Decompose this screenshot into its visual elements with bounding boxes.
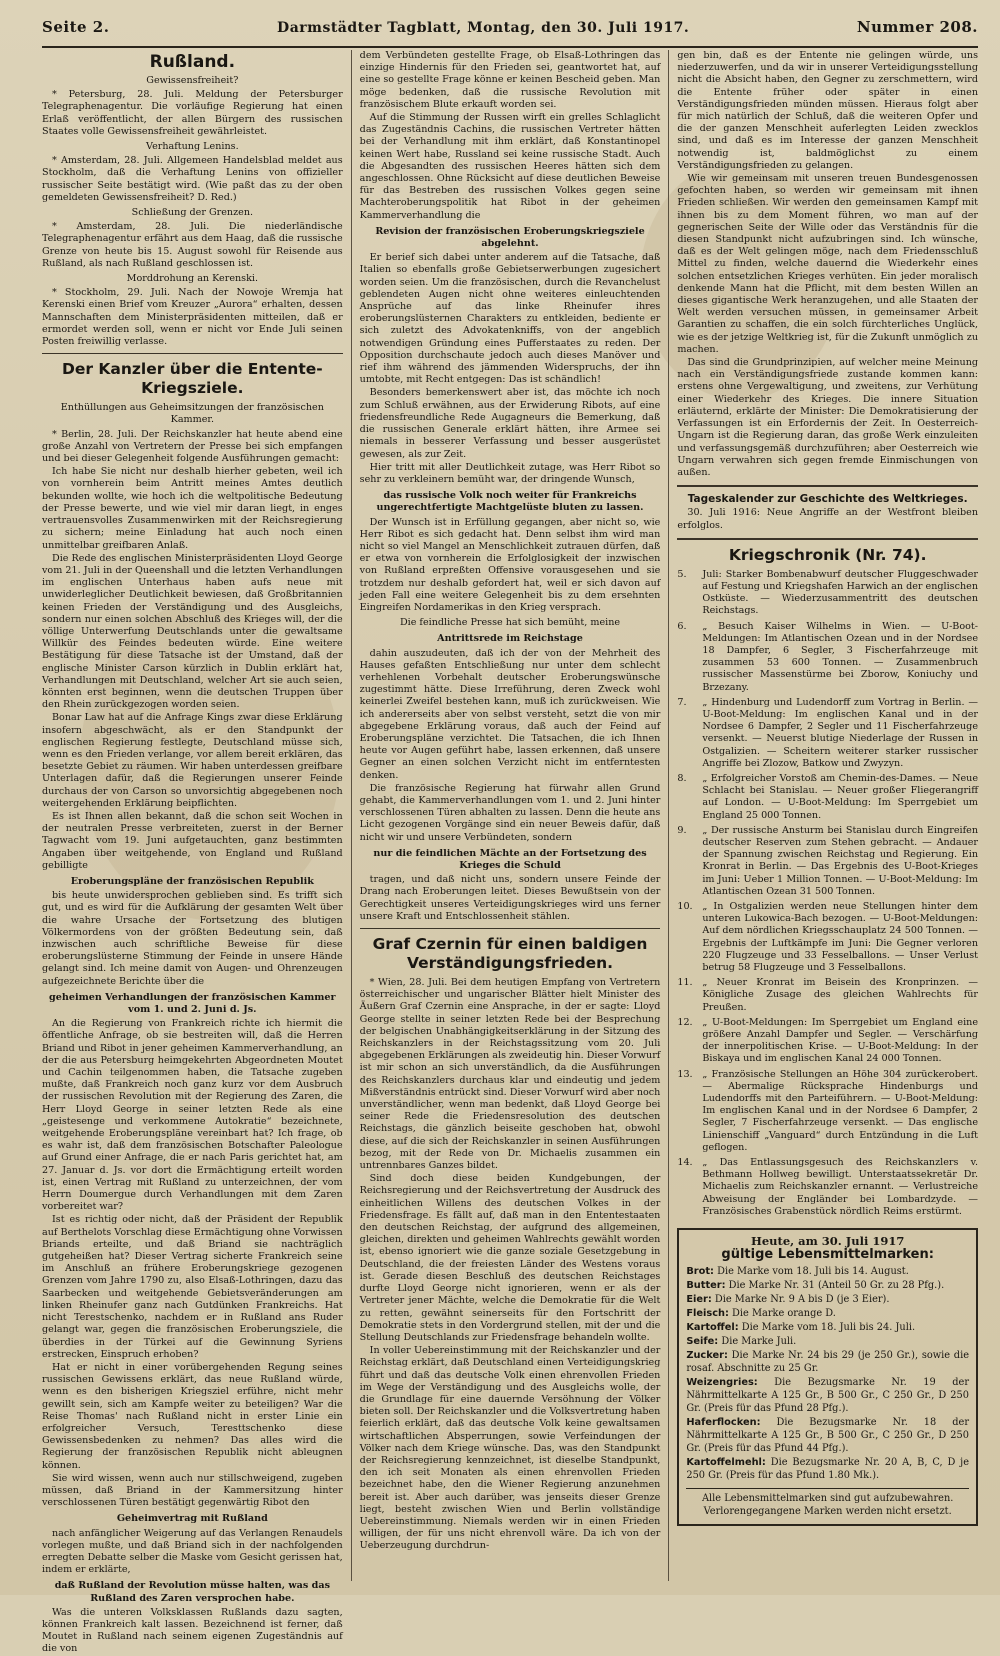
chronik-day: 8. [677,772,687,784]
chronik-entry [677,697,978,770]
ration-detail: Die Bezugsmarke Nr. 18 der Nährmittelkarte A 125 Gr., B 500 Gr., C 250 Gr., D 250 Gr. (Preis für das Pfund 44 Pfg.). [686,1417,970,1455]
subhead-geheime-verhandlungen: geheimen Verhandlungen der französischen Kammer vom 1. und 2. Juni d. Js. [49,991,336,1016]
kriegschronik-title: Kriegschronik (Nr. 74). [728,545,927,564]
subhead-revision: Revision der französischen Eroberungskriegsziele abgelehnt. [375,225,645,250]
ration-row [686,1307,969,1320]
ration-detail: Die Bezugsmarke Nr. 20 A, B, C, D je 250 Gr. (Preis für das Pfund 1.80 Mk.). [686,1457,970,1482]
chronik-text: „ U-Boot-Meldungen: Im Sperrgebiet um England eine größere Anzahl Dampfer und Segler. — Verschärfung der innerpolitischen Krise. — U-Boot-Meldung: In der Biskaya und im englischen Kanal 24 000 Tonnen. [702,1016,979,1065]
paragraph: Die französische Regierung hat fürwahr allen Grund gehabt, die Kammerverhandlungen vom 1. und 2. Juni hinter verschlossenen Türen abhalten zu lassen. Denn die heute ans Licht gezogenen Vorgänge sind ein neuer Beweis dafür, daß nicht wir und unsere Verbündeten, sondern [359,782,661,843]
ration-item: Zucker: [686,1350,728,1362]
paragraph: Er berief sich dabei unter anderem auf die Tatsache, daß Italien so ebenfalls große Gebietserwerbungen zugesichert worden seien. Um die französischen, durch die Revanchelust geblendeten Augen nicht ohne weiteres einleuchtenden Ansprüche auf das linke Rheinufer ihres eroberungslüsternen Charakters zu entkleiden, bediente er sich zuletzt des Advokatenkniffs, von der angeblich notwendigen Gründung eines Pufferstaates zu reden. Der Opposition durchschaute jedoch auch dieses Manöver und rief ihm während des jämmenden Widerspruchs, der ihn umtobte, mit Recht entgegen: Das ist schändlich! [359,252,661,386]
paragraph: gen bin, daß es der Entente nie gelingen würde, uns niederzuwerfen, und da wir in unserer Verteidigungsstellung nicht die Absicht haben, den Gegner zu zerschmettern, wird die Entente früher oder später in einen Verständigungsfrieden münden müssen. Hieraus folgt aber für mich natürlich der Schluß, daß die weiteren Opfer und die der ganzen Menschheit auferlegten Leiden zwecklos sind, und daß es im Interesse der ganzen Menschheit notwendig ist, baldmöglichst zu einem Verständigungsfrieden zu gelangen. [677,50,979,171]
masthead [42,18,978,48]
box-rows [686,1265,969,1482]
chronik-text: „ In Ostgalizien werden neue Stellungen hinter dem unteren Lukowica-Bach bezogen. — U-Boot-Meldungen: Auf dem nördlichen Kriegsschauplatz 24 500 Tonnen. — Ergebnis der Luftkämpfe im Juni: Die Gegner verloren 220 Flugzeuge und 33 Fesselballons. — Unser Verlust betrug 58 Flugzeuge und 3 Fesselballons. [702,901,979,974]
paragraph: Besonders bemerkenswert aber ist, das möchte ich noch zum Schluß erwähnen, aus der Erwiderung Ribots, auf eine friedensfreundliche Rede Augagneurs die Bemerkung, daß die russischen Generale erklärt hätten, ihre Armee sei niemals in besserer Verfassung und besser ausgerüstet gewesen, als zur Zeit. [359,387,661,460]
ration-item: Haferflocken: [686,1417,761,1429]
ration-row [686,1293,969,1306]
subhead-revolution: daß Rußland der Revolution müsse halten, was das Rußland des Zaren versprochen habe. [54,1580,330,1604]
subhead-gewissensfreiheit: Gewissensfreiheit? [146,75,239,86]
paragraph: tragen, und daß nicht uns, sondern unsere Feinde der Drang nach Eroberungen leitet. Dieses Bewußtsein von der Gerechtigkeit unseres Verteidigungskrieges wird uns ferner unsere Kraft und Entschlossenheit stählen. [359,874,661,922]
chronik-day: 5. [677,568,687,580]
chronik-text: „ Der russische Ansturm bei Stanislau durch Eingreifen deutscher Reserven zum Stehen gebracht. — Andauer der Spannung zwischen Reichstag und Regierung. Ein Kronrat in Berlin. — Das Ergebnis des U-Boot-Krieges im Juni: Ueber 1 Million Tonnen. — U-Boot-Meldung: Im Atlantischen Ozean 31 500 Tonnen. [702,824,979,897]
paragraph: Was die unteren Volksklassen Rußlands dazu sagten, können Frankreich kalt lassen. Bezeichnend ist ferner, daß Moutet in Rußland nach seinem eigenen Zugeständnis auf die von [42,1606,343,1655]
ration-item: Brot: [686,1266,714,1278]
article-title-russland: Rußland. [149,52,236,72]
paragraph: Wie wir gemeinsam mit unseren treuen Bundesgenossen gefochten haben, so werden wir gemeinsam mit ihnen Frieden schließen. Wir werden den gemeinsamen Kampf mit ihnen bis zu dem Moment führen, wo man auf der gegnerischen Seite der Wille oder das Verständnis für die diesen Standpunkt nicht aufzubringen sind. Ich wünsche, daß es der Welt gelingen möge, nach dem Friedensschluß Mittel zu finden, welche dauernd die Wiederkehr eines solchen entsetzlichen Krieges verhüten. Ein jeder moralisch denkende Mann hat die Pflicht, mit dem besten Willen an dieses gigantische Werk heranzugehen, und alle Staaten der Welt werden versuchen müssen, in gemeinsamer Arbeit Garantien zu schaffen, die ein solch fürchterliches Unglück, wie es der jetzige Weltkrieg ist, für die Zukunft unmöglich zu machen. [677,173,979,355]
paragraph: Es ist Ihnen allen bekannt, daß die schon seit Wochen in der neutralen Presse verbreiteten, zuerst in der Berner Tagwacht vom 19. Juni aufgetauchten, ganz bestimmten Angaben über weitgehende, von England und Rußland gebilligte [42,810,343,871]
paragraph: Ist es richtig oder nicht, daß der Präsident der Republik auf Berthelots Vorschlag diese Ermächtigung ohne Vorwissen Briands erteilte, und daß Briand sie nachträglich gutgeheißen hat? Dieser Vertrag sicherte Frankreich seine im Anschluß an frühere Eroberungskriege gezogenen Grenzen vom Jahre 1790 zu, also Elsaß-Lothringen, dazu das Saarbecken und weitgehende Gebietsveränderungen am linken Rheinufer ganz nach Gutdünken Frankreichs. Hat nicht Terestschenko, nachdem er in Rußland ans Ruder gelangt war, gegen die französischen Eroberungsziele, die überdies in der Türkei auf die Gewinnung Syriens erstrecken, Einspruch erhoben? [42,1214,343,1360]
chronik-entry [677,977,978,1014]
paragraph: * Wien, 28. Juli. Bei dem heutigen Empfang von Vertretern österreichischer und ungarischer Blätter hielt Minister des Äußern Graf Czernin eine Ansprache, in der er sagte: Lloyd George stellte in seiner letzten Rede bei der Besprechung der belgischen Unabhängigkeitserklärung in der Sitzung des Reichskanzlers in der Reichstagssitzung vom 20. Juli abgegebenen Erklärungen als zweideutig hin. Dieser Vorwurf ist mir schon an sich unverständlich, da die Ausführungen des Reichskanzlers durchaus klar und eindeutig und jedem Mißverständnis entrückt sind. Dieser Vorwurf wird aber noch unverständlicher, wenn man bedenkt, daß Lloyd George bei seiner Rede die Friedensresolution des deutschen Reichstags, die gänzlich beiseite geschoben hat, obwohl diese, auf die sich der Reichskanzler in seinen Ausführungen bezog, mit der Rede von Dr. Michaelis zusammen ein untrennbares Ganzes bildet. [359,977,661,1172]
chronik-entry [677,901,978,974]
chronik-day: 12. [677,1016,693,1028]
paragraph: * Amsterdam, 28. Juli. Die niederländische Telegraphenagentur erfährt aus dem Haag, daß die russische Grenze von heute bis 15. August sowohl für Reisende aus Rußland, als nach Rußland geschlossen ist. [42,221,343,269]
paragraph: bis heute unwidersprochen geblieben sind. Es trifft sich gut, und es wird für die Aufklärung der gesamten Welt über die wahre Ursache der Fortsetzung des blutigen Völkermordens von der größten Bedeutung sein, daß inzwischen auch schriftliche Beweise für diese eroberungslüsterne Stimmung der Feinde in unsere Hände gelangt sind. Ich meine damit von Augen- und Ohrenzeugen aufgezeichnete Berichte über die [42,890,343,987]
ration-row [686,1416,969,1455]
chronik-entry [677,773,978,822]
column-3 [668,50,978,1581]
chronik-entry [677,1069,978,1154]
chronik-text: „ Das Entlassungsgesuch des Reichskanzlers v. Bethmann Hollweg bewilligt. Unterstaatssekretär Dr. Michaelis zum Reichskanzler ernannt. — Verlustreiche Abweisung der Engländer bei Lombardzyde. — Französisches Grabenstück nördlich Reims erstürmt. [702,1157,979,1217]
chronik-text: „ Französische Stellungen an Höhe 304 zurückerobert. — Abermalige Rücksprache Hindenburgs und Ludendorffs mit den Parteiführern. — U-Boot-Meldung: Im englischen Kanal und in der Nordsee 6 Dampfer, 2 Segler, 7 Fischerfahrzeuge versenkt. — Das englische Linienschiff „Vanguard“ durch Entzündung in die Luft geflogen. [702,1068,979,1153]
subhead-enthuellungen: Enthüllungen aus Geheimsitzungen der französischen Kammer. [60,402,324,426]
ration-item: Kartoffelmehl: [686,1457,766,1469]
paragraph: Hat er nicht in einer vorübergehenden Regung seines russischen Gewissens erklärt, das neue Rußland würde, wenn es den bisherigen Kriegsziel erführe, nicht mehr gewillt sein, sich am Kampfe weiter zu beteiligen? War die Reise Thomas' nach Rußland nicht in erster Linie ein erfolgreicher Versuch, Teresttschenko diese Gewissensbedenken zu nehmen? Das alles wird die Regierung der französischen Republik nicht ableugnen können. [42,1361,343,1471]
chronik-day: 11. [677,977,693,989]
paragraph: Sie wird wissen, wenn auch nur stillschweigend, zugeben müssen, daß Briand in der Kammersitzung hinter verschlossenen Türen bestätigt gegenwärtig Ribot den [42,1472,343,1509]
chronik-text: „ Hindenburg und Ludendorff zum Vortrag in Berlin. — U-Boot-Meldung: Im englischen Kanal und in der Nordsee 6 Dampfer, 2 Segler und 11 Fischerfahrzeuge versenkt. — Neuerst blutige Niederlage der Russen in Ostgalizien. — Scheitern weiterer starker russischer Angriffe bei Zlozow, Batkow und Zwyzyn. [702,696,979,769]
ration-item: Butter: [686,1280,726,1292]
paragraph: Das sind die Grundprinzipien, auf welcher meine Meinung nach ein Verständigungsfriede zustande kommen kann: erstens ohne Vergewaltigung, und zweitens, zur Verhütung einer Wiederkehr des Krieges. Die innere Situation erläuternd, erklärte der Minister: Die Demokratisierung der Verfassungen ist ein Erfordernis der Zeit. In Oesterreich-Ungarn ist die Regierung daran, das große Werk einzuleiten und verfassungsgemäß durchzuführen; aber Oesterreich wie Ungarn verwahren sich gegen fremde Einmischungen von außen. [677,357,979,478]
ration-row [686,1321,969,1334]
ration-row [686,1376,969,1415]
issue-number: Nummer 208. [856,18,978,36]
box-footer: Alle Lebensmittelmarken sind gut aufzubewahren. Verlorengegangene Marken werden nicht ersetzt. [686,1488,969,1518]
chronik-entry [677,1157,978,1218]
chronik-day: 10. [677,901,693,912]
ration-detail: Die Marke orange D. [728,1308,836,1320]
paragraph: * Berlin, 28. Juli. Der Reichskanzler hat heute abend eine große Anzahl von Vertretern der Presse bei sich empfangen und bei dieser Gelegenheit folgende Ausführungen gemacht: [42,428,343,465]
chronik-day: 14. [677,1157,693,1169]
ration-item: Fleisch: [686,1308,729,1320]
column-2 [351,50,669,1581]
ration-detail: Die Marke Nr. 31 (Anteil 50 Gr. zu 28 Pfg.). [725,1280,945,1292]
ration-detail: Die Marke Nr. 9 A bis D (je 3 Eier). [711,1294,890,1306]
subhead-eroberungsplaene: Eroberungspläne der französischen Republik [70,875,314,887]
chronik-entry [677,621,978,694]
chronik-text: „ Neuer Kronrat im Beisein des Kronprinzen. — Königliche Zusage des gleichen Wahlrechts für Preußen. [702,977,979,1013]
chronik-day: 6. [677,620,687,632]
chronik-text: „ Erfolgreicher Vorstoß am Chemin-des-Dames. — Neue Schlacht bei Stanislau. — Neuer großer Fliegerangriff auf London. — U-Boot-Meldung: Im Sperrgebiet um England 25 000 Tonnen. [702,772,979,821]
ration-detail: Die Marke Juli. [718,1336,797,1348]
ration-detail: Die Marke vom 18. Juli bis 24. Juli. [738,1322,916,1334]
column-1 [42,50,351,1655]
lebensmittelmarken-box [677,1228,978,1526]
paragraph: An die Regierung von Frankreich richte ich hiermit die öffentliche Anfrage, ob sie bestreiten will, daß die Herren Briand und Ribot in jener geheimen Kammerverhandlung, an der die aus Petersburg heimgekehrten Abgeordneten Moutet und Cachin teilgenommen haben, die Tatsache zugeben mußte, daß Frankreich noch ganz kurz vor dem Ausbruch der russischen Revolution mit der Regierung des Zaren, die Herr Lloyd George in seiner letzten Rede als eine „geistesenge und verkommene Autokratie“ bezeichnete, weitgehende Eroberungspläne vereinbart hat? Ich frage, ob es wahr ist, daß dem französischen Botschafter Paleologue auf Grund einer Anfrage, die er nach Paris gerichtet hat, am 27. Januar d. Js. vor dort die Ermächtigung erteilt worden ist, einen Vertrag mit Rußland zu unterzeichnen, der vom Herrn Doumergue durch Verhandlungen mit dem Zaren vorbereitet war? [42,1018,343,1213]
ration-row [686,1456,969,1482]
paragraph: Hier tritt mit aller Deutlichkeit zutage, was Herr Ribot so sehr zu verkleinern bemüht war, der dringende Wunsch, [359,461,661,485]
paragraph: dem Verbündeten gestellte Frage, ob Elsaß-Lothringen das einzige Hindernis für den Frieden sei, geantwortet hat, auf eine so gestellte Frage könne er keinen Bescheid geben. Man möge bedenken, daß die russische Revolution mit französischem Blute erkauft worden sei. [359,50,661,110]
paragraph: dahin auszudeuten, daß ich der von der Mehrheit des Hauses gefaßten Entschließung nur unter dem schlecht verhehlenen Vorbehalt deutscher Eroberungswünsche zugestimmt hätte. Diese Irreführung, deren Zweck wohl keinerlei Zweifel bestehen kann, muß ich zurückweisen. Wie ich andererseits aber von selbst versteht, setzt die von mir abgegebene Erklärung voraus, daß auch der Feind auf Eroberungspläne verzichtet. Die Tatsachen, die ich Ihnen heute vor Augen geführt habe, lassen erkennen, daß unsere Gegner an einen solchen Verzicht nicht im entferntesten denken. [359,647,661,781]
tageskalender-entry: 30. Juli 1916: Neue Angriffe an der Westfront bleiben erfolglos. [677,507,979,531]
subhead-verhaftung: Verhaftung Lenins. [146,141,239,153]
kriegschronik-list [677,569,978,1218]
paragraph: * Petersburg, 28. Juli. Meldung der Petersburger Telegraphenagentur. Die vorläufige Regierung hat einen Erlaß veröffentlicht, der allen Bürgern des russischen Staates volle Gewissensfreiheit gewährleistet. [42,89,343,137]
paragraph: Sind doch diese beiden Kundgebungen, der Reichsregierung und der Reichsvertretung der Ausdruck des einheitlichen Willens des deutschen Volkes in der Friedensfrage. Es fällt auf, daß man in den Ententestaaten den deutschen Reichstag, der aufgrund des allgemeinen, gleichen, direkten und geheimen Wahlrechts gewählt worden ist, ebenso ignoriert wie die ganze soziale Gesetzgebung in Deutschland, die der freiesten Länder des Westens voraus ist. Gerade diesen Beschluß des deutschen Reichstages durfte Lloyd George nicht ignorieren, wenn er als der Vertreter jener Mächte, welche die Demokratie für die Welt zu retten, gewähnt seinerseits für den Fortschritt der Demokratie stets in den Vordergrund stellen, mit der und die Stellung Deutschlands zur Friedensfrage behandeln wollte. [359,1173,661,1343]
subhead-grenzen: Schließung der Grenzen. [131,207,254,219]
subhead-schuld: nur die feindlichen Mächte an der Fortsetzung des Krieges die Schuld [373,847,647,871]
article-title-kanzler: Der Kanzler über die Entente-Kriegsziele. [61,360,323,398]
paragraph: * Stockholm, 29. Juli. Nach der Nowoje Wremja hat Kerenski einen Brief vom Kreuzer „Aurora“ erhalten, dessen Mannschaften dem Ministerpräsidenten mitteilen, daß er ermordet werden soll, wenn er nicht vor Ende Juli seinen Posten freiwillig verlasse. [42,287,343,348]
subhead-antrittsrede: Antrittsrede im Reichstage [437,633,583,645]
subhead-russisches-volk: das russische Volk noch weiter für Frankreichs ungerechtfertigte Machtgelüste bluten zu lassen. [376,490,644,514]
paragraph: In voller Uebereinstimmung mit der Reichskanzler und der Reichstag erklärt, daß Deutschland einen Verteidigungskrieg führt und daß das deutsche Volk einen ehrenvollen Frieden im Wege der Verständigung und des Ausgleichs wolle, der die Grundlage für eine dauernde Versöhnung der Völker bieten soll. Der Reichskanzler und die Volksvertretung haben feierlich erklärt, daß das deutsche Volk keine gewaltsamen wirtschaftlichen Absperrungen, sowie Verfeindungen der Völker nach dem Kriege wünsche. Das, was den Standpunkt der Reichsregierung kennzeichnet, ist dieselbe Standpunkt, den ich seit Monaten als einen ehrenvollen Frieden bezeichnet habe, den die Wiener Regierung anzunehmen bereit ist. Aber auch darüber, was jenseits dieser Grenze liegt, besteht zwischen Wien und Berlin vollständige Uebereinstimmung. Niemals werden wir in einen Frieden willigen, der für uns nicht ehrenvoll wäre. Da ich von der Ueberzeugung durchdrun- [359,1345,661,1552]
box-heading-date: Heute, am 30. Juli 1917 [750,1234,905,1249]
ration-item: Seife: [686,1336,719,1348]
ration-detail: Die Marke vom 18. Juli bis 14. August. [713,1266,909,1278]
subhead-feindliche-presse: Die feindliche Presse hat sich bemüht, meine [399,617,621,629]
chronik-entry [677,825,978,898]
ration-detail: Die Bezugsmarke Nr. 19 der Nährmittelkarte A 125 Gr., B 500 Gr., C 250 Gr., D 250 Gr. (Preis für das Pfund 28 Pfg.). [686,1377,970,1415]
paragraph: * Amsterdam, 28. Juli. Allgemeen Handelsblad meldet aus Stockholm, daß die Verhaftung Lenins von offizieller russischer Seite bestätigt wird. (Wie paßt das zu der oben gemeldeten Gewissensfreiheit? D. Red.) [42,155,343,203]
ration-item: Kartoffel: [686,1322,739,1334]
paragraph: nach anfänglicher Weigerung auf das Verlangen Renaudels vorlegen mußte, und daß Briand sich in der nachfolgenden erregten Debatte selber die Maske vom Gesicht gerissen hat, indem er erklärte, [42,1527,343,1576]
paragraph: Die Rede des englischen Ministerpräsidenten Lloyd George vom 21. Juli in der Queenshall und die letzten Verhandlungen im englischen Unterhaus haben aufs neue mit unwiderleglicher Deutlichkeit bewiesen, daß Großbritannien keinen Frieden der Verständigung und des Ausgleichs, sondern nur einen solchen Abschluß des Krieges will, der die völlige Unterwerfung Deutschlands unter die gewaltsame Willkür des Feindes bedeuten würde. Eine weitere Bestätigung für diese Tatsache ist der Umstand, daß der englische Minister Carson kürzlich in Dublin erklärt hat, Verhandlungen mit Deutschland, welcher Art sie auch seien, könnten erst beginnen, wenn die deutschen Truppen über den Rhein zurückgezogen worden seien. [42,552,343,711]
article-title-czernin: Graf Czernin für einen baldigen Verständigungsfrieden. [372,935,648,973]
chronik-entry [677,1017,978,1066]
subhead-morddrohung: Morddrohung an Kerenski. [126,273,259,285]
ration-row [686,1335,969,1348]
ration-item: Eier: [686,1294,712,1306]
chronik-day: 9. [677,824,687,836]
chronik-entry [677,569,978,618]
ration-row [686,1265,969,1278]
ration-row [686,1349,969,1375]
newspaper-title-date: Darmstädter Tagblatt, Montag, den 30. Juli 1917. [277,20,690,36]
tageskalender-title: Tageskalender zur Geschichte des Weltkrieges. [687,493,968,506]
box-heading-title: gültige Lebensmittelmarken: [721,1247,934,1263]
chronik-day: 7. [677,696,687,708]
ration-detail: Die Marke Nr. 24 bis 29 (je 250 Gr.), sowie die rosaf. Abschnitte zu 25 Gr. [686,1350,970,1375]
chronik-text: „ Besuch Kaiser Wilhelms in Wien. — U-Boot-Meldungen: Im Atlantischen Ozean und in der Nordsee 18 Dampfer, 6 Segler, 3 Fischerfahrzeuge mit zusammen 53 600 Tonnen. — Zusammenbruch russischer Massenstürme bei Zborow, Koniuchy und Brzezany. [702,620,979,693]
paragraph: Bonar Law hat auf die Anfrage Kings zwar diese Erklärung insofern abgeschwächt, als er den Standpunkt der englischen Regierung festlegte, Deutschland müsse sich, wenn es den Frieden verlange, vor allem bereit erklären, das besetzte Gebiet zu räumen. Wir haben unterdessen greifbare Unterlagen dafür, daß die Regierungen unserer Feinde durchaus der von Carson so unvorsichtig abgegebenen noch weitergehenden Erklärung beipflichten. [42,712,343,809]
paragraph: Ich habe Sie nicht nur deshalb hierher gebeten, weil ich von vornherein beim Antritt meines Amtes deutlich bekunden wollte, wie hoch ich die weltpolitische Bedeutung der Presse bewerte, und wie viel mir daran liegt, in enges vertrauensvolles Zusammenwirken mit der Reichsregierung zu sichern; meine Einladung hat auch noch einen unmittelbar greifbaren Anlaß. [42,466,343,551]
subhead-geheimvertrag: Geheimvertrag mit Rußland [116,1513,268,1525]
chronik-day: 13. [677,1068,693,1080]
page-number: Seite 2. [42,18,110,36]
chronik-text: Juli: Starker Bombenabwurf deutscher Fluggeschwader auf Festung und Kriegshafen Harwich an der englischen Ostküste. — Wiederzusammentritt des deutschen Reichstags. [702,568,979,617]
ration-item: Weizengries: [686,1377,758,1389]
paragraph: Der Wunsch ist in Erfüllung gegangen, aber nicht so, wie Herr Ribot es sich gedacht hat. Denn selbst ihm wird man nicht so viel Mangel an Menschlichkeit zutrauen dürfen, daß er etwa von vornherein die Erfolglosigkeit der inzwischen von Rußland erpreßten Offensive vorausgesehen und sie trotzdem nur deshalb gefordert hat, weil er sich davon auf jeden Fall eine weitere Gelegenheit bis zu dem ersehnten Eingreifen Nordamerikas in den Krieg versprach. [359,516,661,613]
paragraph: Auf die Stimmung der Russen wirft ein grelles Schlaglicht das Zugeständnis Cachins, die russischen Vertreter hätten bei der Verhandlung mit ihm erklärt, daß Konstantinopel keinen Wert habe, Russland sei keine russische Stadt. Auch die Abgesandten des russischen Heeres hätten sich dem angeschlossen. Ohne Rücksicht auf diese deutlichen Beweise für das Bestreben des russischen Volkes gegen seine Machteroberungspolitik hat Ribot in der geheimen Kammerverhandlung die [359,112,661,221]
ration-row [686,1279,969,1292]
